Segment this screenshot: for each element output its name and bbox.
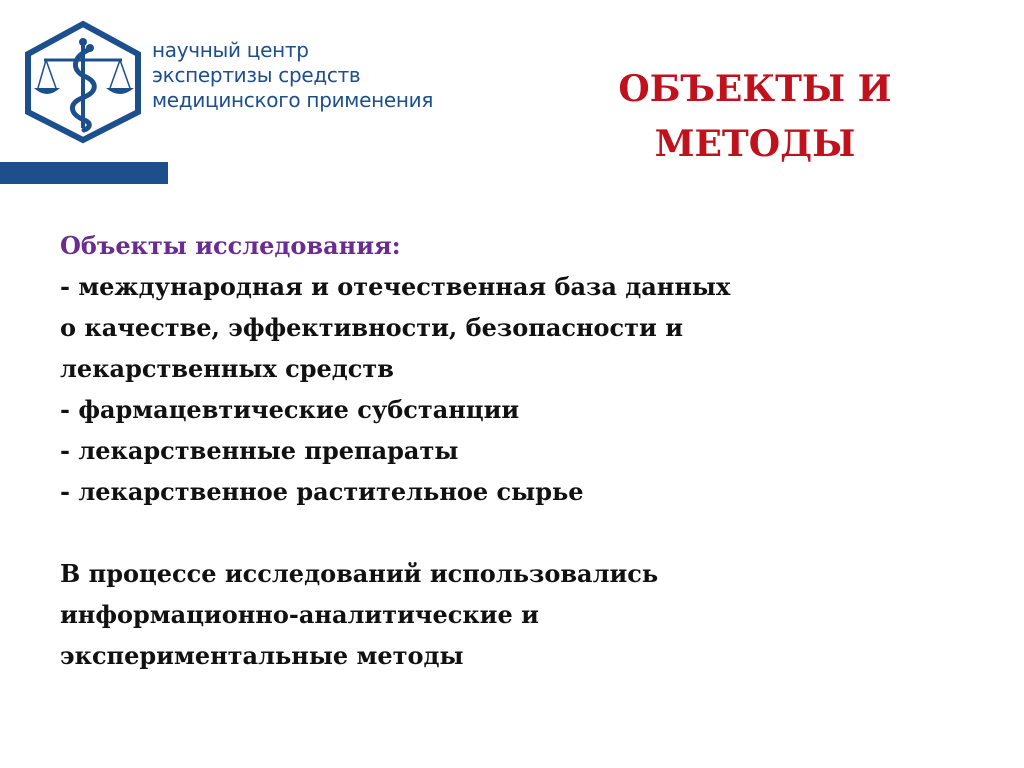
paragraph-gap (60, 512, 1010, 553)
objects-line-3: лекарственных средств (60, 354, 394, 383)
org-name-line-2: экспертизы средств (152, 63, 361, 87)
objects-line-1: - международная и отечественная база данных (60, 272, 731, 301)
methods-line-1: В процессе исследований использовались (60, 559, 659, 588)
objects-subheading: Объекты исследования: (60, 231, 401, 260)
objects-line-5: - лекарственные препараты (60, 436, 459, 465)
slide-body (60, 225, 1010, 676)
methods-line-3: экспериментальные методы (60, 641, 464, 670)
caduceus-scales-hexagon-icon (22, 20, 144, 144)
objects-line-2: о качестве, эффективности, безопасности и (60, 313, 683, 342)
methods-line-2: информационно-аналитические и (60, 600, 539, 629)
objects-line-6: - лекарственное растительное сырье (60, 477, 584, 506)
slide-title-line-1: ОБЪЕКТЫ И (618, 68, 892, 110)
header-accent-bar (0, 162, 168, 184)
org-name-line-1: научный центр (152, 38, 309, 62)
organization-name (152, 38, 433, 113)
objects-line-4: - фармацевтические субстанции (60, 395, 520, 424)
slide-title-line-2: МЕТОДЫ (654, 123, 856, 165)
slide-title (580, 62, 930, 172)
org-name-line-3: медицинского применения (152, 88, 434, 112)
